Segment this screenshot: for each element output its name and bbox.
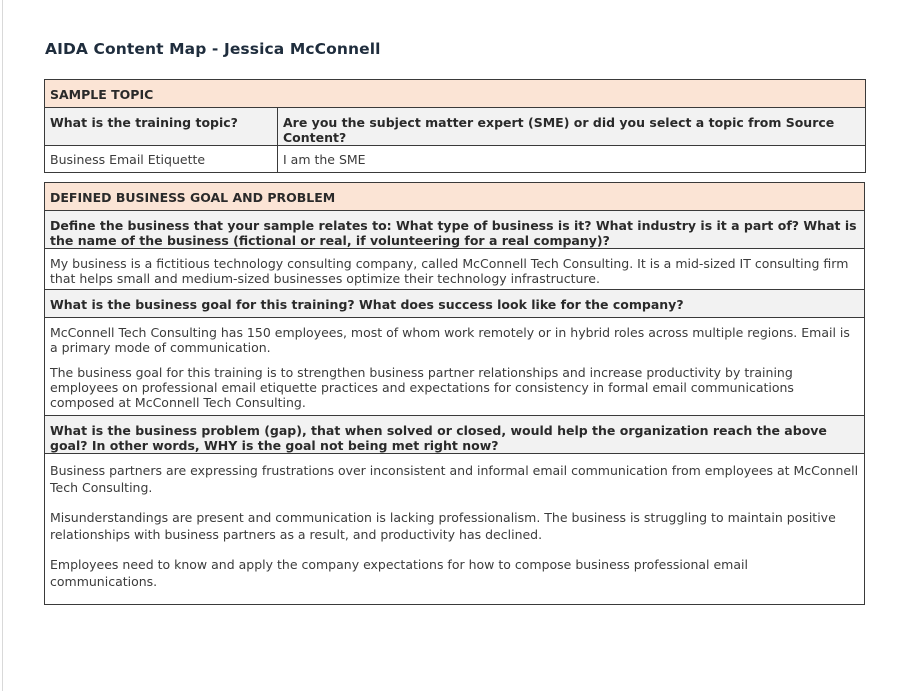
business-definition-answer-row: [45, 249, 865, 290]
business-problem-answer-paragraph: Employees need to know and apply the company expectations for how to compose business professional email communications.: [50, 557, 748, 589]
page-edge: [2, 0, 3, 691]
business-problem-answer-row[interactable]: [45, 454, 865, 605]
business-goal-answer-row[interactable]: [45, 318, 865, 416]
business-problem-question: What is the business problem (gap), that when solved or closed, would help the organization reach the above goal? In other words, WHY is the goal not being met right now?: [45, 416, 865, 454]
business-goal-heading: DEFINED BUSINESS GOAL AND PROBLEM: [45, 183, 865, 211]
business-goal-answer-paragraph: The business goal for this training is to strengthen business partner relationships and increase productivity by training employees on professional email etiquette practices and expectations for consistency in formal email communications composed at McConnell Tech Consulting.: [50, 365, 794, 410]
business-definition-question: Define the business that your sample relates to: What type of business is it? What industry is it a part of? What is the name of the business (fictional or real, if volunteering for a real company)?: [45, 211, 865, 249]
document-title: AIDA Content Map - Jessica McConnell: [45, 40, 381, 58]
business-goal-table: [44, 182, 865, 605]
sample-topic-header-row: [45, 80, 866, 108]
business-problem-answer[interactable]: [45, 454, 865, 605]
business-problem-answer-paragraph: Business partners are expressing frustrations over inconsistent and informal email communication from employees at McConnell Tech Consulting.: [50, 463, 859, 495]
sme-question: Are you the subject matter expert (SME) or did you select a topic from Source Content?: [278, 108, 866, 146]
business-goal-header-row: [45, 183, 865, 211]
sample-topic-question-row: [45, 108, 866, 146]
business-problem-question-row: [45, 416, 865, 454]
business-definition-question-row: [45, 211, 865, 249]
sample-topic-table: [44, 79, 866, 173]
sme-answer[interactable]: I am the SME: [278, 146, 866, 173]
business-goal-question-row: [45, 290, 865, 318]
business-goal-answer-paragraph: McConnell Tech Consulting has 150 employees, most of whom work remotely or in hybrid roles across multiple regions. Email is a primary mode of communication.: [50, 325, 850, 355]
training-topic-answer[interactable]: Business Email Etiquette: [45, 146, 278, 173]
business-problem-answer-paragraph: Misunderstandings are present and communication is lacking professionalism. The business is struggling to maintain positive relationships with business partners as a result, and productivity has declined.: [50, 510, 836, 542]
business-goal-question: What is the business goal for this training? What does success look like for the company?: [45, 290, 865, 318]
training-topic-question: What is the training topic?: [45, 108, 278, 146]
business-definition-answer[interactable]: My business is a fictitious technology consulting company, called McConnell Tech Consulting. It is a mid-sized IT consulting firm that helps small and medium-sized businesses optimize their technology infrastructure.: [45, 249, 865, 290]
sample-topic-answer-row: [45, 146, 866, 173]
sample-topic-heading: SAMPLE TOPIC: [45, 80, 866, 108]
business-goal-answer[interactable]: [45, 318, 865, 416]
